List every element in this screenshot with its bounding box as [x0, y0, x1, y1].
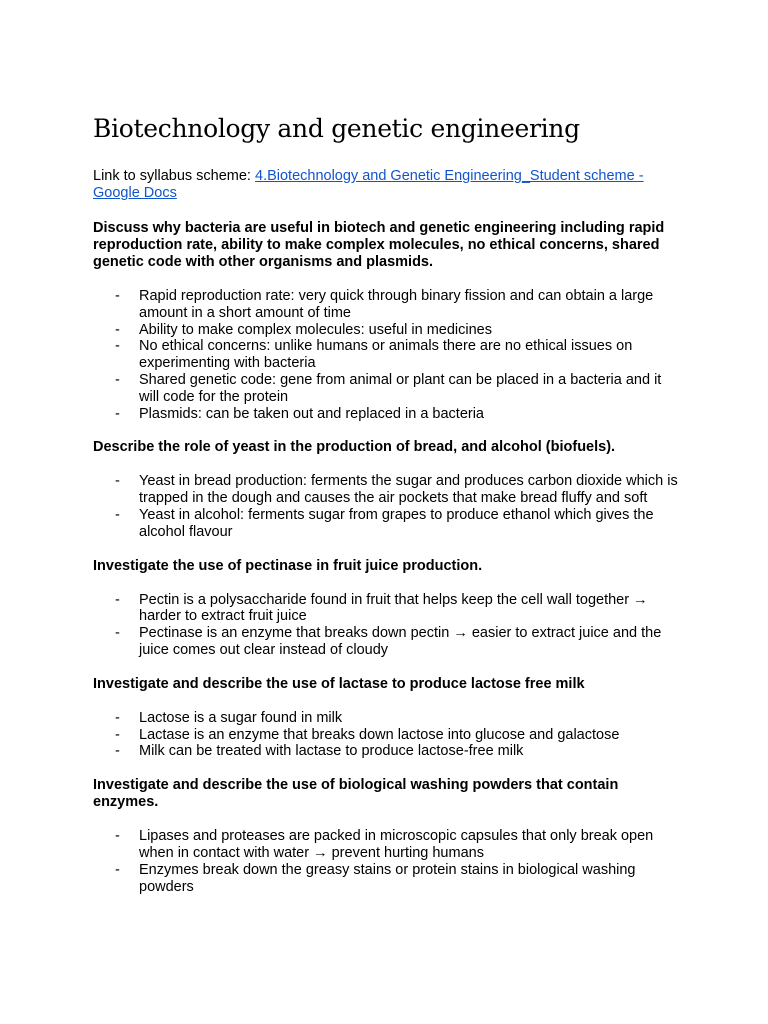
list-item-text: Ability to make complex molecules: useful in medicines	[139, 321, 492, 338]
list-item-text: Pectin is a polysaccharide found in fruit that helps keep the cell wall together → harder to extract fruit juice	[139, 591, 648, 625]
list-item-text: Shared genetic code: gene from animal or plant can be placed in a bacteria and it will code for the protein	[139, 371, 662, 405]
page-title: Biotechnology and genetic engineering	[93, 114, 580, 143]
list-item	[93, 473, 683, 507]
dash-marker: -	[115, 625, 120, 642]
list-item-text: Milk can be treated with lactase to produce lactose-free milk	[139, 743, 524, 760]
document-page	[93, 112, 683, 912]
list-item-text: Rapid reproduction rate: very quick through binary fission and can obtain a large amount in a short amount of time	[139, 288, 654, 321]
list-item-text: No ethical concerns: unlike humans or animals there are no ethical issues on experimenting with bacteria	[139, 338, 633, 372]
list-item	[93, 727, 683, 744]
list-item-text: Yeast in bread production: ferments the sugar and produces carbon dioxide which is trapped in the dough and causes the air pockets that make bread fluffy and soft	[139, 473, 678, 507]
list-item	[93, 338, 683, 372]
dash-marker: -	[115, 321, 120, 338]
section-heading-pectinase: Investigate the use of pectinase in fruit juice production.	[93, 557, 483, 574]
list-item	[93, 625, 683, 659]
list-item	[93, 288, 683, 322]
list-item-text: Enzymes break down the greasy stains or protein stains in biological washing powders	[139, 861, 636, 895]
list-item-text: Pectinase is an enzyme that breaks down pectin → easier to extract juice and the juice comes out clear instead of cloudy	[139, 625, 662, 658]
dash-marker: -	[115, 405, 120, 422]
section-heading-yeast: Describe the role of yeast in the production of bread, and alcohol (biofuels).	[93, 439, 616, 456]
dash-marker: -	[115, 288, 120, 304]
dash-marker: -	[115, 861, 120, 878]
section-heading-lactase: Investigate and describe the use of lactase to produce lactose free milk	[93, 675, 585, 692]
list-item	[93, 743, 683, 760]
syllabus-prefix: Link to syllabus scheme:	[93, 168, 255, 184]
list-item	[93, 406, 683, 423]
list-item	[93, 862, 683, 896]
section-heading-washing-powders: Investigate and describe the use of biological washing powders that contain enzymes.	[93, 777, 619, 811]
dash-marker: -	[115, 743, 120, 760]
list-item	[93, 507, 683, 541]
dash-marker: -	[115, 338, 120, 355]
list-item	[93, 322, 683, 339]
list-item-text: Plasmids: can be taken out and replaced in a bacteria	[139, 405, 484, 422]
dash-marker: -	[115, 591, 120, 608]
syllabus-line	[93, 168, 683, 202]
section-heading-bacteria: Discuss why bacteria are useful in biotech and genetic engineering including rapid reproduction rate, ability to make complex molecules, no ethical concerns, shared genetic code with other organisms and plasmids.	[93, 220, 665, 270]
list-item-text: Yeast in alcohol: ferments sugar from grapes to produce ethanol which gives the alcohol flavour	[139, 506, 654, 540]
bullet-list-lactase	[93, 710, 683, 760]
dash-marker: -	[115, 828, 120, 845]
list-item-text: Lipases and proteases are packed in microscopic capsules that only break open when in contact with water → prevent hurting humans	[139, 828, 654, 861]
bullet-list-washing-powders	[93, 828, 683, 895]
bullet-list-yeast	[93, 473, 683, 540]
list-item	[93, 710, 683, 727]
list-item	[93, 828, 683, 862]
list-item-text: Lactase is an enzyme that breaks down lactose into glucose and galactose	[139, 726, 620, 743]
dash-marker: -	[115, 473, 120, 490]
bullet-list-pectinase	[93, 592, 683, 659]
dash-marker: -	[115, 371, 120, 388]
list-item	[93, 372, 683, 406]
dash-marker: -	[115, 506, 120, 523]
bullet-list-bacteria	[93, 288, 683, 422]
dash-marker: -	[115, 709, 120, 726]
list-item-text: Lactose is a sugar found in milk	[139, 709, 343, 726]
syllabus-link[interactable]: 4.Biotechnology and Genetic Engineering_Student scheme - Google Docs	[93, 168, 644, 201]
dash-marker: -	[115, 726, 120, 743]
list-item	[93, 592, 683, 626]
